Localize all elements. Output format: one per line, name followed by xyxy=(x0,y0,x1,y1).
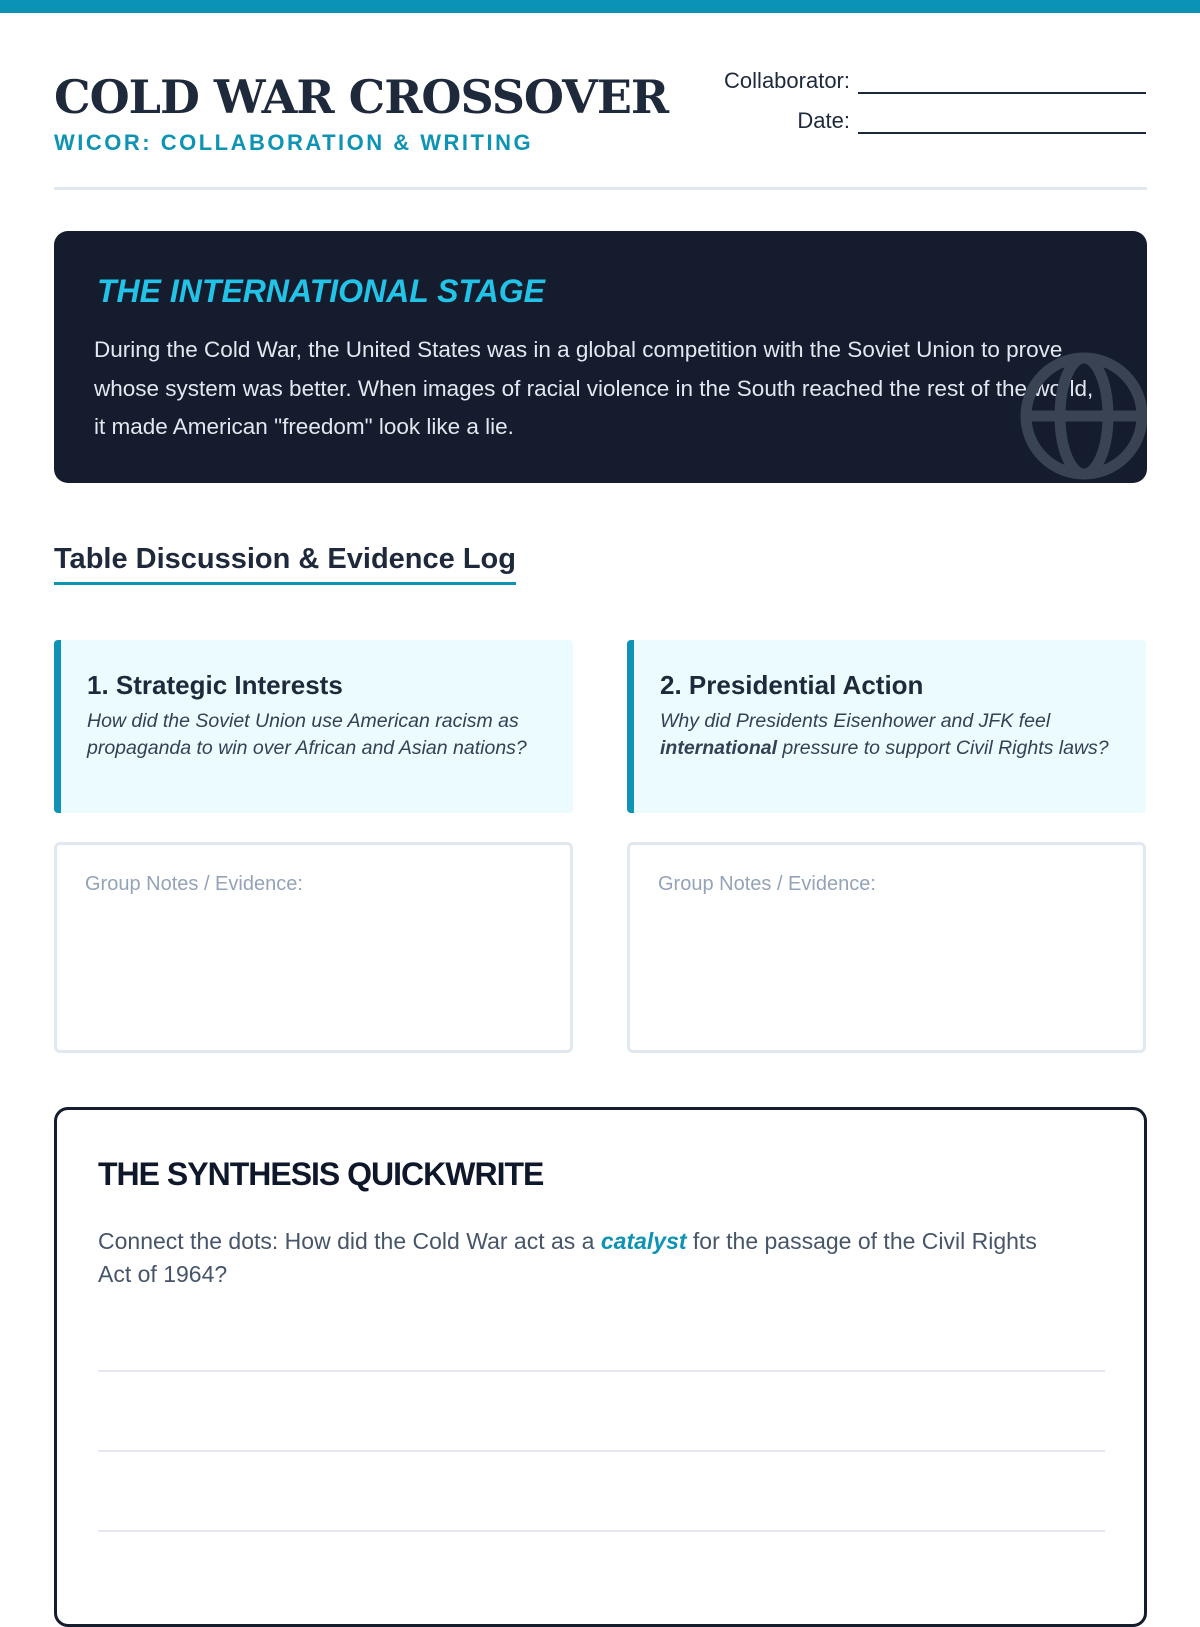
writing-line[interactable] xyxy=(98,1530,1105,1532)
question-text: How did the Soviet Union use American racism as propaganda to win over African and Asian nations? xyxy=(87,710,527,759)
quickwrite-card xyxy=(54,1107,1147,1627)
notes-box-presidential-action[interactable] xyxy=(627,842,1146,1053)
top-accent-bar xyxy=(0,0,1200,13)
question-text-emphasis: international xyxy=(660,736,778,759)
collaborator-row xyxy=(724,68,1146,94)
date-label: Date: xyxy=(797,108,850,133)
quickwrite-prompt xyxy=(98,1225,1058,1291)
quickwrite-prompt-start: Connect the dots: How did the Cold War act as a xyxy=(98,1228,601,1254)
writing-line[interactable] xyxy=(98,1450,1105,1452)
question-text xyxy=(660,708,1120,761)
date-field[interactable] xyxy=(858,110,1146,134)
collaborator-label: Collaborator: xyxy=(724,68,850,93)
date-row xyxy=(797,108,1146,134)
page-subtitle: WICOR: COLLABORATION & WRITING xyxy=(54,130,534,155)
intro-heading: THE INTERNATIONAL STAGE xyxy=(97,273,545,309)
collaborator-field[interactable] xyxy=(858,70,1146,94)
globe-icon xyxy=(1019,351,1147,481)
quickwrite-prompt-emphasis: catalyst xyxy=(600,1228,687,1254)
writing-line[interactable] xyxy=(98,1370,1105,1372)
question-card-strategic-interests xyxy=(54,640,573,813)
quickwrite-title: THE SYNTHESIS QUICKWRITE xyxy=(98,1156,544,1192)
notes-label: Group Notes / Evidence: xyxy=(658,873,876,895)
notes-label: Group Notes / Evidence: xyxy=(85,873,303,895)
question-title: 2. Presidential Action xyxy=(660,670,924,700)
question-title: 1. Strategic Interests xyxy=(87,670,343,700)
notes-box-strategic-interests[interactable] xyxy=(54,842,573,1053)
question-card-presidential-action xyxy=(627,640,1146,813)
question-text-end: pressure to support Civil Rights laws? xyxy=(777,736,1109,759)
page-title: COLD WAR CROSSOVER xyxy=(54,70,669,124)
intro-card xyxy=(54,231,1147,483)
section-title: Table Discussion & Evidence Log xyxy=(54,543,516,585)
header-divider xyxy=(54,187,1147,190)
question-text-start: Why did Presidents Eisenhower and JFK feel xyxy=(660,710,1051,732)
intro-body: During the Cold War, the United States was in a global competition with the Soviet Union to prove whose system was better. When images of racial violence in the South reached the rest of the world, it made American "freedom" look like a lie. xyxy=(94,337,1094,439)
quickwrite-prompt-end: for the passage of the Civil Rights Act of 1964? xyxy=(98,1228,1037,1287)
